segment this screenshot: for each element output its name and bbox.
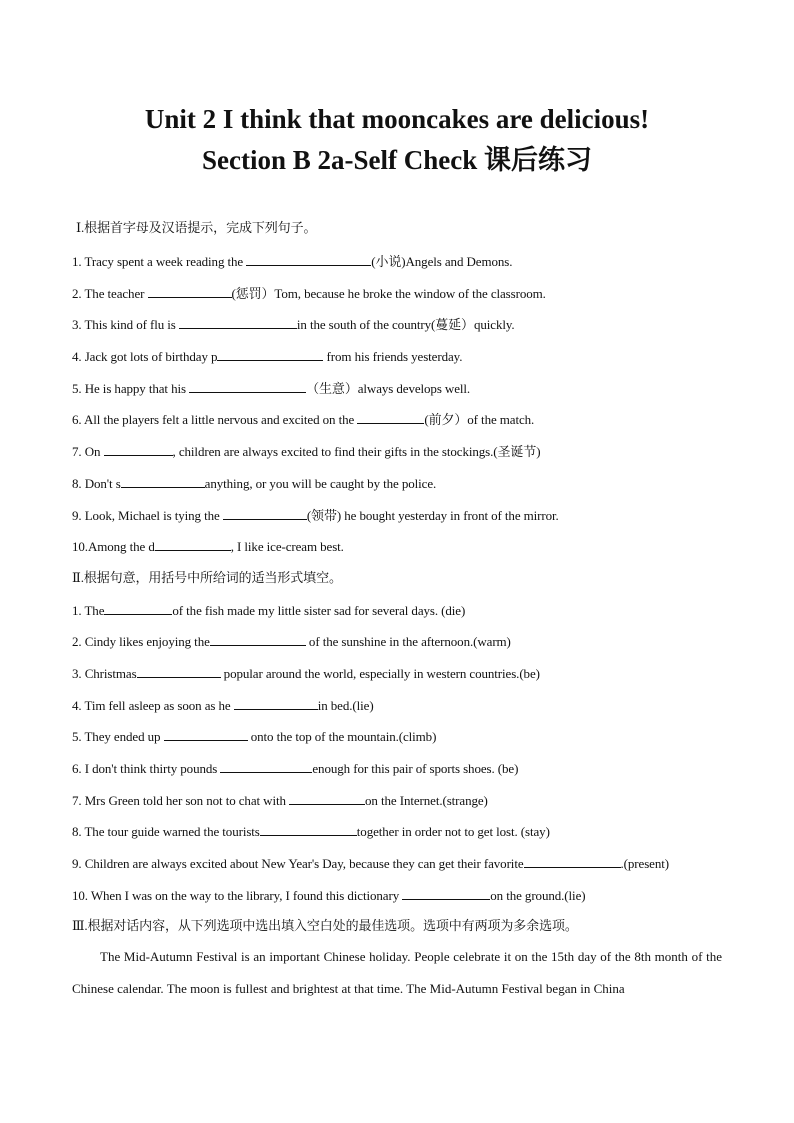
- s2-question-4: 4. Tim fell asleep as soon as he in bed.(lie): [72, 698, 374, 713]
- answer-blank[interactable]: [260, 824, 357, 836]
- page-title: Unit 2 I think that mooncakes are delicious!: [144, 104, 650, 134]
- answer-blank[interactable]: [155, 539, 231, 551]
- s1-question-6: 6. All the players felt a little nervous and excited on the (前夕）of the match.: [72, 412, 535, 427]
- s2-question-6: 6. I don't think thirty pounds enough for this pair of sports shoes. (be): [72, 761, 519, 776]
- s1-question-8: 8. Don't s anything, or you will be caught by the police.: [72, 476, 437, 491]
- section-1-heading: Ⅰ.根据首字母及汉语提示，完成下列句子。: [76, 220, 317, 235]
- answer-blank[interactable]: [217, 349, 323, 361]
- s2-question-9: 9. Children are always excited about New Year's Day, because they can get their favorite .(present): [72, 856, 669, 871]
- answer-blank[interactable]: [210, 634, 306, 646]
- s2-question-7: 7. Mrs Green told her son not to chat with on the Internet.(strange): [72, 793, 488, 808]
- answer-blank[interactable]: [246, 254, 371, 266]
- s2-question-2: 2. Cindy likes enjoying the of the sunshine in the afternoon.(warm): [72, 634, 511, 649]
- answer-blank[interactable]: [104, 603, 172, 615]
- s1-question-3: 3. This kind of flu is in the south of the country(蔓延）quickly.: [72, 317, 515, 332]
- s1-question-9: 9. Look, Michael is tying the (领带) he bought yesterday in front of the mirror.: [72, 508, 559, 523]
- s1-question-2: 2. The teacher (惩罚）Tom, because he broke the window of the classroom.: [72, 286, 546, 301]
- answer-blank[interactable]: [357, 412, 424, 424]
- reading-passage: The Mid-Autumn Festival is an important Chinese holiday. People celebrate it on the 15th day of the 8th month of the Chinese calendar. The moon is fullest and brightest at that time. The Mid-Autumn Festival began in China: [72, 949, 722, 996]
- page-subtitle: Section B 2a-Self Check 课后练习: [202, 145, 592, 175]
- answer-blank[interactable]: [524, 856, 621, 868]
- s1-question-1: 1. Tracy spent a week reading the (小说)Angels and Demons.: [72, 254, 513, 269]
- s2-question-10: 10. When I was on the way to the library, I found this dictionary on the ground.(lie): [72, 888, 586, 903]
- s2-question-5: 5. They ended up onto the top of the mountain.(climb): [72, 729, 437, 744]
- s1-question-7: 7. On , children are always excited to find their gifts in the stockings.(圣诞节): [72, 444, 541, 459]
- s1-question-5: 5. He is happy that his （生意）always develops well.: [72, 381, 471, 396]
- answer-blank[interactable]: [148, 286, 232, 298]
- answer-blank[interactable]: [223, 508, 307, 520]
- answer-blank[interactable]: [137, 666, 221, 678]
- answer-blank[interactable]: [234, 698, 318, 710]
- s2-question-1: 1. The of the fish made my little sister sad for several days. (die): [72, 603, 466, 618]
- answer-blank[interactable]: [164, 729, 248, 741]
- answer-blank[interactable]: [402, 888, 490, 900]
- section-3-heading: Ⅲ.根据对话内容，从下列选项中选出填入空白处的最佳选项。选项中有两项为多余选项。: [72, 918, 578, 933]
- s2-question-8: 8. The tour guide warned the tourists together in order not to get lost. (stay): [72, 824, 550, 839]
- answer-blank[interactable]: [121, 476, 205, 488]
- answer-blank[interactable]: [289, 793, 365, 805]
- s1-question-10: 10.Among the d , I like ice-cream best.: [72, 539, 344, 554]
- answer-blank[interactable]: [189, 381, 306, 393]
- s1-question-4: 4. Jack got lots of birthday p from his friends yesterday.: [72, 349, 463, 364]
- section-2-heading: Ⅱ.根据句意，用括号中所给词的适当形式填空。: [72, 570, 342, 585]
- answer-blank[interactable]: [179, 317, 297, 329]
- answer-blank[interactable]: [220, 761, 312, 773]
- s2-question-3: 3. Christmas popular around the world, especially in western countries.(be): [72, 666, 540, 681]
- answer-blank[interactable]: [104, 444, 173, 456]
